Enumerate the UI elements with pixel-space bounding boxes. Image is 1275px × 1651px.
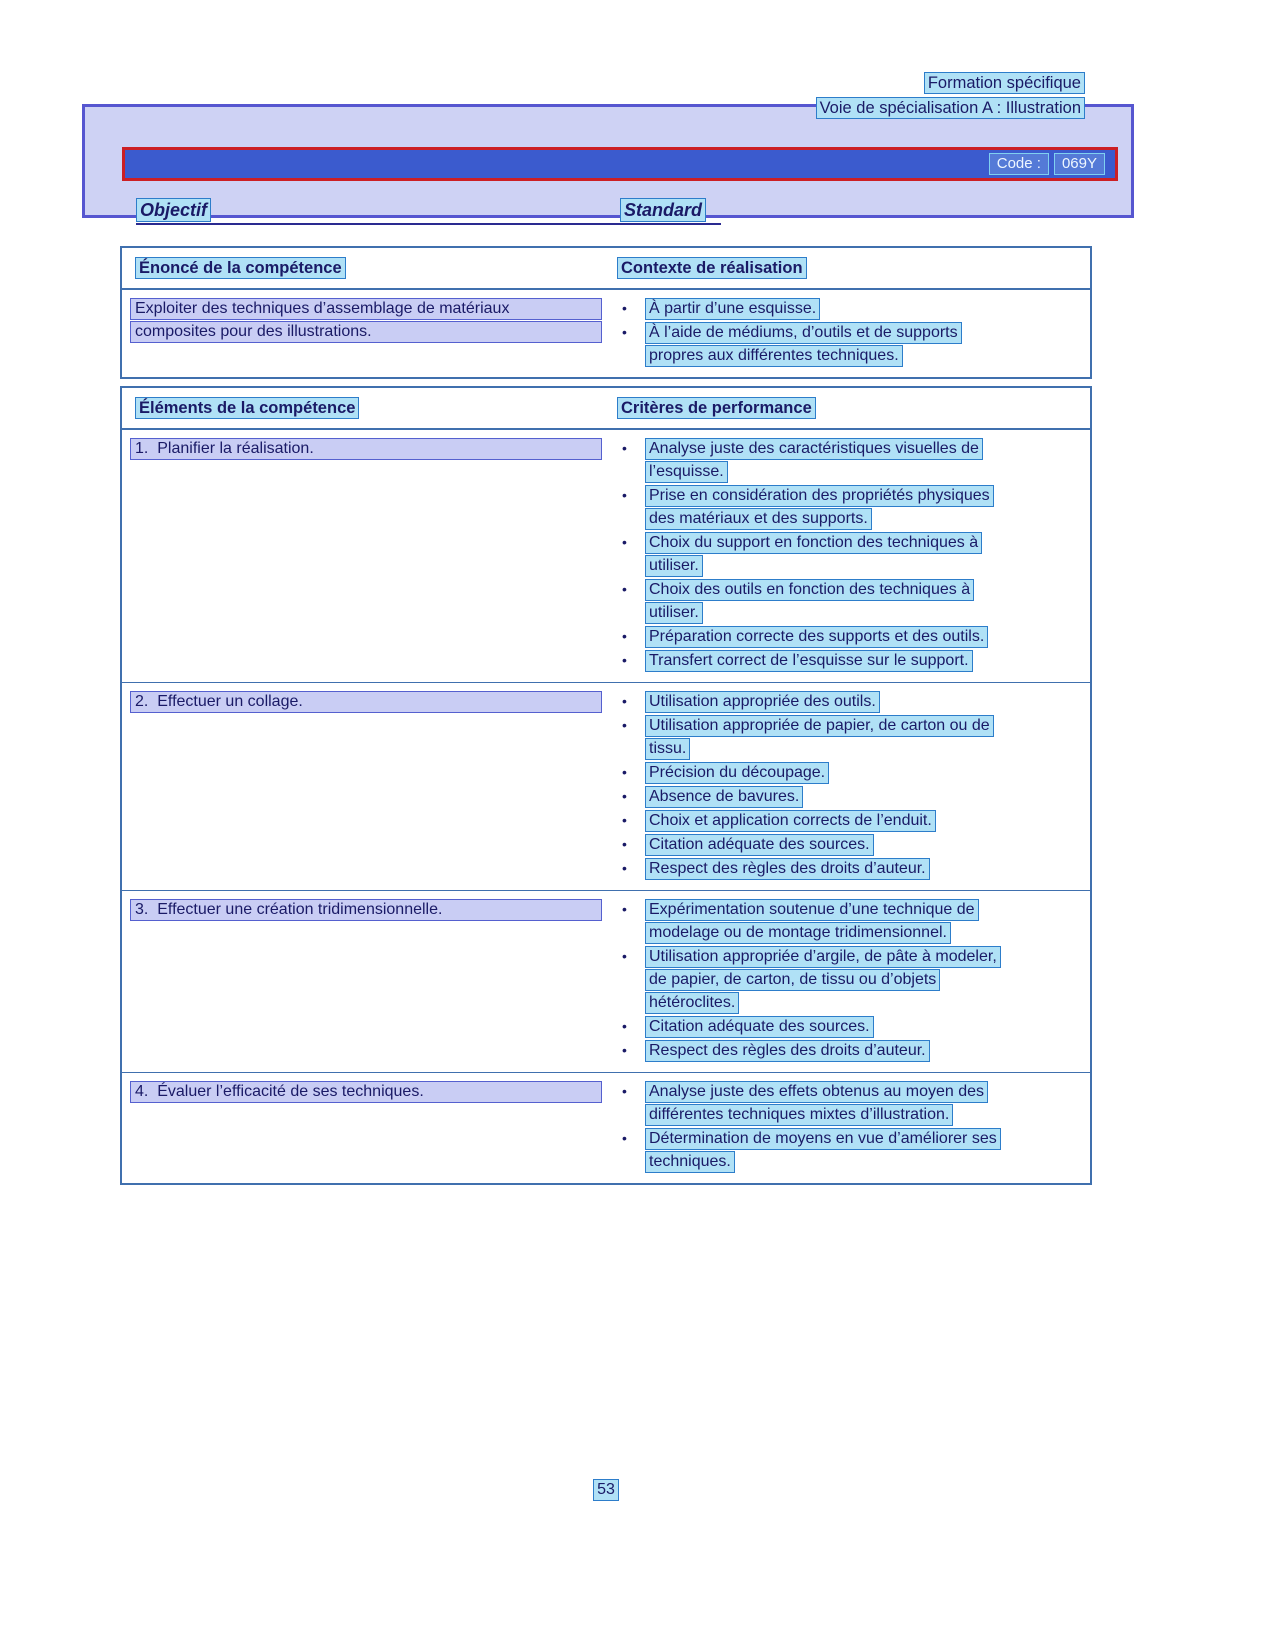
bullet-line: hétéroclites. [645,992,739,1014]
bullet-line: Expérimentation soutenue d’une technique de [645,899,979,921]
table-header-row [122,248,1090,290]
header-cell [612,396,1090,420]
objectif-heading: Objectif [136,198,211,222]
bullet-icon: • [622,1083,627,1099]
bullet-icon: • [622,300,627,316]
bullet-icon: • [622,860,627,876]
bullet-icon: • [622,764,627,780]
bullet-item [612,649,1072,673]
code-value: 069Y [1054,153,1105,175]
bullet-item [612,785,1072,809]
bullet-icon: • [622,652,627,668]
col-header-elements: Éléments de la compétence [135,397,359,419]
bullet-item [612,437,1072,484]
bullet-icon: • [622,440,627,456]
bullet-line: Analyse juste des effets obtenus au moyen des [645,1081,988,1103]
bullet-line: Respect des règles des droits d’auteur. [645,858,930,880]
bullet-item [612,714,1072,761]
header-cell [122,256,612,280]
bullet-line: Prise en considération des propriétés physiques [645,485,994,507]
bullet-icon: • [622,628,627,644]
bullet-line: Analyse juste des caractéristiques visuelles de [645,438,983,460]
bullet-icon: • [622,901,627,917]
criteria-cell [612,690,1090,881]
bullet-icon: • [622,324,627,340]
bullet-icon: • [622,581,627,597]
header-voie: Voie de spécialisation A : Illustration [816,97,1085,119]
element-item: 4. Évaluer l’efficacité de ses techniques. [130,1081,602,1103]
bullet-item [612,321,1072,368]
bullet-line: propres aux différentes techniques. [645,345,903,367]
criteria-cell [612,898,1090,1063]
header-formation: Formation spécifique [924,72,1085,94]
bullet-icon: • [622,1130,627,1146]
table-row [122,430,1090,683]
header-cell [612,256,1090,280]
element-cell [122,437,612,673]
bullet-icon: • [622,1042,627,1058]
bullet-item [612,761,1072,785]
bullet-line: Utilisation appropriée des outils. [645,691,880,713]
bullet-line: Respect des règles des droits d’auteur. [645,1040,930,1062]
bullet-icon: • [622,788,627,804]
bullet-item [612,625,1072,649]
statement-line: composites pour des illustrations. [130,321,602,343]
bullet-line: Préparation correcte des supports et des outils. [645,626,988,648]
element-cell [122,898,612,1063]
element-cell [122,1080,612,1174]
bullet-line: Détermination de moyens en vue d’améliorer ses [645,1128,1001,1150]
objectif-standard-row [136,195,721,225]
bullet-line: l’esquisse. [645,461,728,483]
bullet-line: Absence de bavures. [645,786,803,808]
bullet-line: des matériaux et des supports. [645,508,872,530]
bullet-line: Choix du support en fonction des techniques à [645,532,982,554]
bullet-item [612,833,1072,857]
bullet-line: Citation adéquate des sources. [645,1016,874,1038]
bullet-line: Citation adéquate des sources. [645,834,874,856]
table-row [122,891,1090,1073]
bullet-item [612,857,1072,881]
element-cell [122,690,612,881]
bullet-item [612,484,1072,531]
page-footer [120,1478,1092,1502]
criteria-cell [612,1080,1090,1174]
competence-table [120,246,1092,379]
bullet-line: tissu. [645,738,690,760]
bullet-line: Précision du découpage. [645,762,829,784]
col-header-criteres: Critères de performance [617,397,816,419]
header-cell [122,396,612,420]
bullet-item [612,531,1072,578]
statement-line: Exploiter des techniques d’assemblage de matériaux [130,298,602,320]
col-header-enonce: Énoncé de la compétence [135,257,346,279]
bullet-line: Transfert correct de l’esquisse sur le support. [645,650,973,672]
bullet-line: À l’aide de médiums, d’outils et de supports [645,322,962,344]
bullet-line: modelage ou de montage tridimensionnel. [645,922,951,944]
standard-heading: Standard [620,198,706,222]
bullet-icon: • [622,534,627,550]
element-item: 2. Effectuer un collage. [130,691,602,713]
bullet-icon: • [622,948,627,964]
bullet-item [612,690,1072,714]
bullet-item [612,578,1072,625]
bullet-line: utiliser. [645,555,703,577]
bullet-line: Choix des outils en fonction des techniques à [645,579,974,601]
table-row [122,683,1090,891]
bullet-line: différentes techniques mixtes d’illustration. [645,1104,953,1126]
table-row [122,1073,1090,1183]
bullet-icon: • [622,1018,627,1034]
bullet-icon: • [622,812,627,828]
bullet-line: Utilisation appropriée de papier, de carton ou de [645,715,994,737]
table-header-row [122,388,1090,430]
code-label: Code : [989,153,1049,175]
bullet-icon: • [622,487,627,503]
bullet-line: utiliser. [645,602,703,624]
bullet-item [612,1080,1072,1127]
criteria-cell [612,437,1090,673]
bullet-line: de papier, de carton, de tissu ou d’objets [645,969,940,991]
bullet-line: Utilisation appropriée d’argile, de pâte à modeler, [645,946,1001,968]
bullet-item [612,898,1072,945]
bullet-item [612,1015,1072,1039]
bullet-item [612,945,1072,1015]
table-row [122,290,1090,377]
bullet-line: À partir d’une esquisse. [645,298,820,320]
elements-table [120,386,1092,1185]
bullet-icon: • [622,836,627,852]
bullet-line: techniques. [645,1151,735,1173]
bullet-item [612,1127,1072,1174]
bullet-icon: • [622,717,627,733]
page-number: 53 [593,1479,619,1501]
context-cell [612,297,1090,368]
element-item: 3. Effectuer une création tridimensionnelle. [130,899,602,921]
doc-header [816,72,1085,122]
col-header-contexte: Contexte de réalisation [617,257,807,279]
statement-cell [122,297,612,368]
code-bar [122,147,1118,181]
bullet-icon: • [622,693,627,709]
bullet-item [612,1039,1072,1063]
element-item: 1. Planifier la réalisation. [130,438,602,460]
bullet-item [612,809,1072,833]
bullet-item [612,297,1072,321]
bullet-line: Choix et application corrects de l’enduit. [645,810,936,832]
